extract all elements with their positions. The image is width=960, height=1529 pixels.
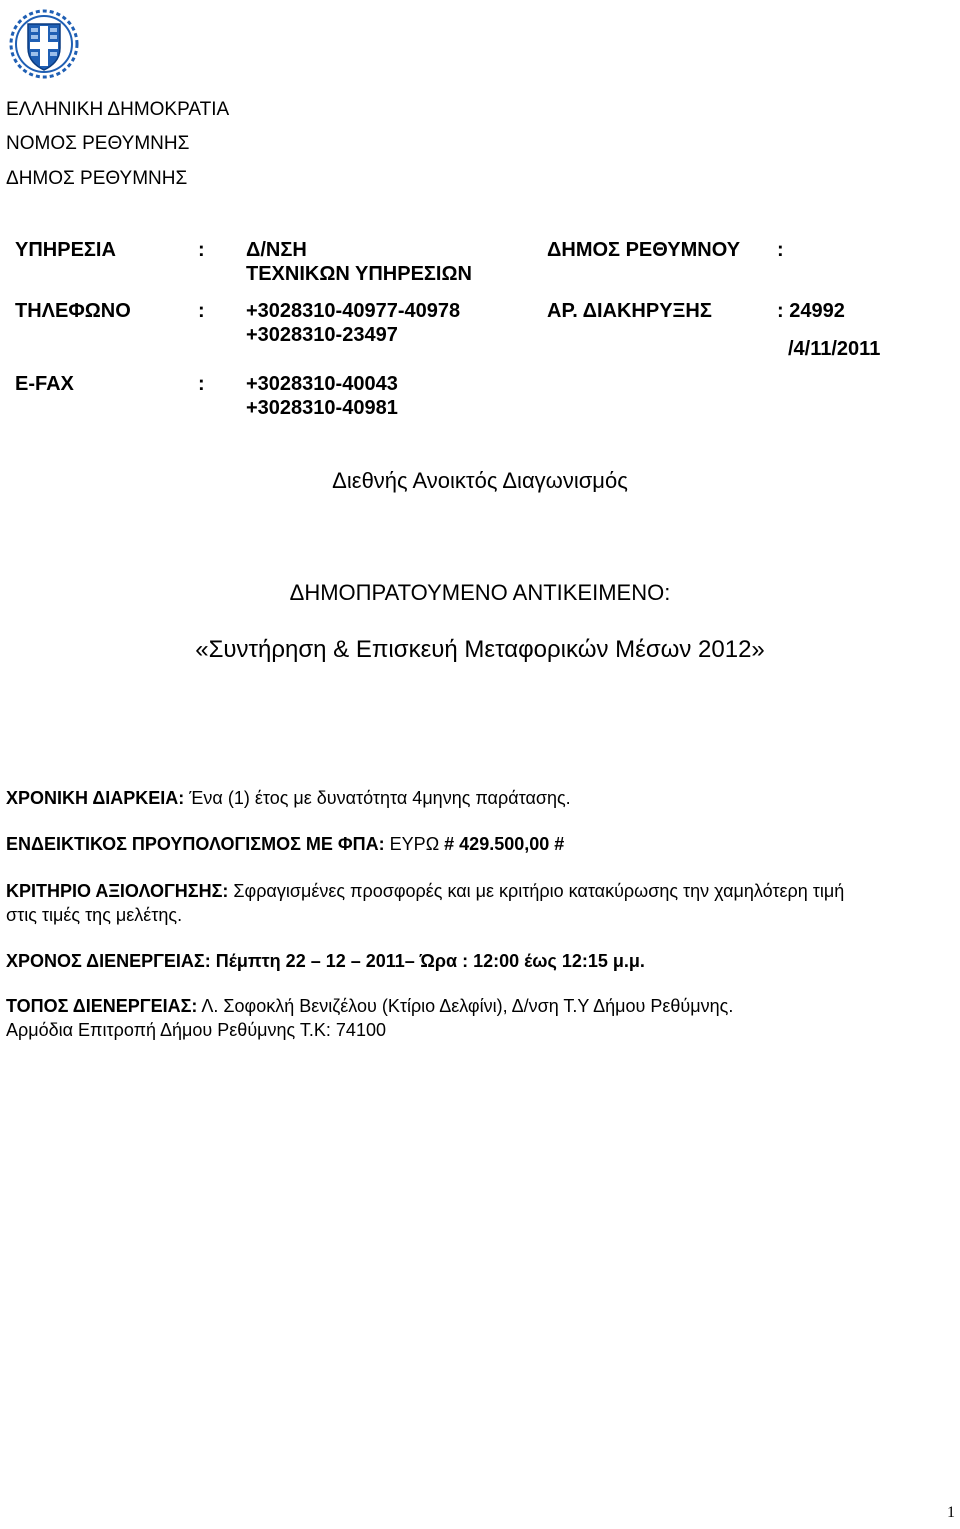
place-value: Λ. Σοφοκλή Βενιζέλου (Κτίριο Δελφίνι), Δ/νση Τ.Υ Δήμου Ρεθύμνης. xyxy=(197,996,734,1016)
budget-line xyxy=(6,833,564,855)
phone-colon: : xyxy=(198,300,205,322)
fax-colon: : xyxy=(198,373,205,395)
service-value-line1: Δ/ΝΣΗ xyxy=(246,239,307,261)
duration-label: ΧΡΟΝΙΚΗ ΔΙΑΡΚΕΙΑ: xyxy=(6,788,185,808)
budget-label: ΕΝΔΕΙΚΤΙΚΟΣ ΠΡΟΥΠΟΛΟΓΙΣΜΟΣ ΜΕ ΦΠΑ: xyxy=(6,834,385,854)
budget-currency: ΕΥΡΩ xyxy=(384,834,445,854)
competition-type-heading: Διεθνής Ανοικτός Διαγωνισμός xyxy=(332,468,628,493)
criterion-value: Σφραγισμένες προσφορές και με κριτήριο κατακύρωσης την χαμηλότερη τιμή xyxy=(228,881,845,901)
criterion-label: ΚΡΙΤΗΡΙΟ ΑΞΙΟΛΟΓΗΣΗΣ: xyxy=(6,881,229,901)
place-line xyxy=(6,995,733,1017)
subject-label-heading: ΔΗΜΟΠΡΑΤΟΥΜΕΝΟ ΑΝΤΙΚΕΙΜΕΝΟ: xyxy=(289,580,671,605)
fax-value-2: +3028310-40981 xyxy=(246,397,398,419)
duration-line xyxy=(6,787,571,809)
announcement-date: /4/11/2011 xyxy=(788,338,881,360)
criterion-line xyxy=(6,880,844,902)
committee-line: Αρμόδια Επιτροπή Δήμου Ρεθύμνης Τ.Κ: 74100 xyxy=(6,1020,386,1040)
time-line xyxy=(6,950,645,972)
time-label: ΧΡΟΝΟΣ ΔΙΕΝΕΡΓΕΙΑΣ: xyxy=(6,951,211,971)
service-colon: : xyxy=(198,239,205,261)
prefecture-name: ΝΟΜΟΣ ΡΕΘΥΜΝΗΣ xyxy=(6,133,190,154)
service-label: ΥΠΗΡΕΣΙΑ xyxy=(15,239,116,261)
fax-value-1: +3028310-40043 xyxy=(246,373,398,395)
duration-value: Ένα (1) έτος με δυνατότητα 4μηνης παράτασης. xyxy=(184,788,571,808)
criterion-line-2: στις τιμές της μελέτης. xyxy=(6,905,183,925)
municipality-name: ΔΗΜΟΣ ΡΕΘΥΜΝΗΣ xyxy=(6,168,188,189)
announcement-number-label: ΑΡ. ΔΙΑΚΗΡΥΞΗΣ xyxy=(547,300,712,322)
budget-amount: # 429.500,00 # xyxy=(444,834,565,854)
issuing-municipality-colon: : xyxy=(777,239,784,261)
time-value: Πέμπτη 22 – 12 – 2011– Ώρα : 12:00 έως 12:15 μ.μ. xyxy=(210,951,645,971)
country-name: ΕΛΛΗΝΙΚΗ ΔΗΜΟΚΡΑΤΙΑ xyxy=(6,99,230,120)
phone-label: ΤΗΛΕΦΩΝΟ xyxy=(15,300,131,322)
place-label: ΤΟΠΟΣ ΔΙΕΝΕΡΓΕΙΑΣ: xyxy=(6,996,198,1016)
service-value-line2: ΤΕΧΝΙΚΩΝ ΥΠΗΡΕΣΙΩΝ xyxy=(246,263,472,285)
phone-value-1: +3028310-40977-40978 xyxy=(246,300,461,322)
phone-value-2: +3028310-23497 xyxy=(246,324,398,346)
greek-coat-of-arms-icon xyxy=(8,8,80,80)
fax-label: E-FAX xyxy=(15,373,74,395)
subject-title: «Συντήρηση & Επισκευή Μεταφορικών Μέσων 2012» xyxy=(195,636,765,663)
page-number: 1 xyxy=(947,1504,955,1521)
announcement-number: : 24992 xyxy=(777,300,845,322)
issuing-municipality-label: ΔΗΜΟΣ ΡΕΘΥΜΝΟΥ xyxy=(547,239,741,261)
